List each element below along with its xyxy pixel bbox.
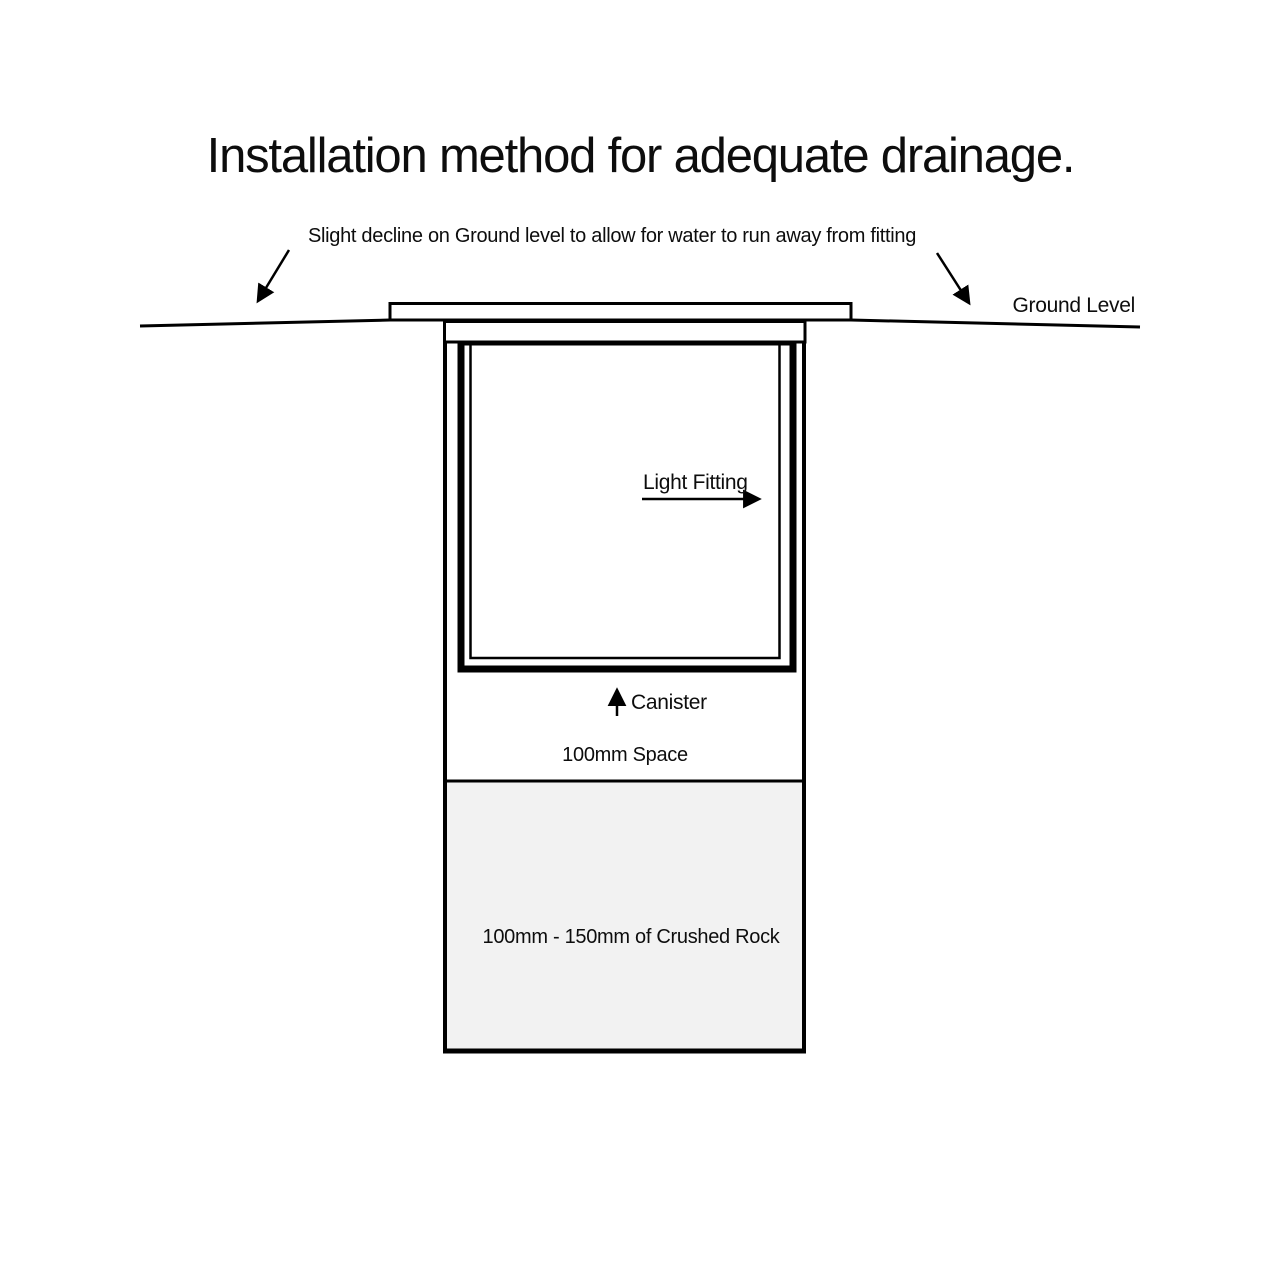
ground-level-label: Ground Level bbox=[1012, 294, 1135, 317]
ground-line-right bbox=[851, 320, 1140, 327]
fitting-flange bbox=[390, 304, 851, 321]
crushed-rock-fill bbox=[447, 782, 802, 1049]
annotation-arrow-left-icon bbox=[258, 250, 289, 301]
space-label: 100mm Space bbox=[562, 744, 688, 766]
page-title: Installation method for adequate drainage. bbox=[206, 129, 1075, 183]
annotation-arrow-right-icon bbox=[937, 253, 969, 303]
decline-annotation: Slight decline on Ground level to allow for water to run away from fitting bbox=[307, 225, 917, 247]
ground-line-left bbox=[140, 320, 390, 326]
canister-label: Canister bbox=[631, 691, 707, 714]
canister-outer-shell bbox=[461, 342, 793, 669]
crushed-rock-label: 100mm - 150mm of Crushed Rock bbox=[482, 926, 780, 948]
light-fitting-label: Light Fitting bbox=[643, 471, 748, 494]
canister-collar bbox=[445, 322, 806, 343]
